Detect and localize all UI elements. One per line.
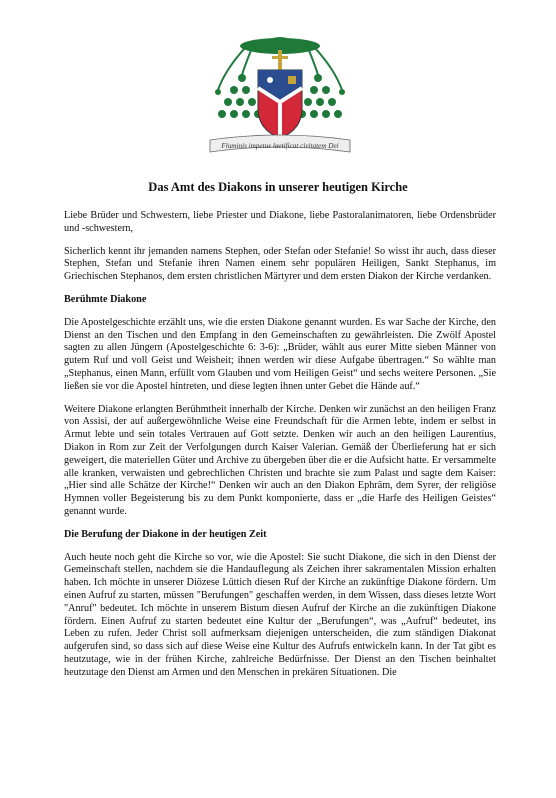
page-title: Das Amt des Diakons in unserer heutigen Kirche xyxy=(148,180,408,194)
coat-of-arms-icon xyxy=(190,30,370,160)
section-heading: Die Berufung der Diakone in der heutigen Zeit xyxy=(64,528,267,540)
intro-paragraph: Sicherlich kennt ihr jemanden namens Stephen, oder Stefan oder Stefanie! So wisst ihr auch, dass dieser Stephen, Stefan und Stefanie ihren Namen einem sehr populären Heiligen, Sankt Stephanus, im Griechischen Stephanos, dem ersten christlichen Märtyrer und dem ersten Diakon der Kirche verdanken. xyxy=(64,245,496,283)
motto-text: Fluminis impetus laetificat civitatem Dei xyxy=(221,142,339,150)
body-paragraph: Weitere Diakone erlangten Berühmtheit innerhalb der Kirche. Denken wir zunächst an den heiligen Franz von Assisi, der auf außergewöhnliche Weise eine Freundschaft für die Armen lebte, indem er selbst in Armut lebte und sein totales Vertrauen auf Gott setzte. Denken wir auch an den heiligen Laurentius, Diakon in Rom zur Zeit der Verfolgungen durch Kaiser Valerian. Gemäß der Überlieferung hat er sich geweigert, die materiellen Güter und Archive zu übergeben über die er die Aufsicht hatte. Er versammelte alle kranken, verwaisten und gebrechlichen Christen und brachte sie zum Palast und sagte dem Kaiser: „Hier sind alle Schätze der Kirche!“ Denken wir auch an den Diakon Ephräm, dem Syrer, der religiöse Hymnen voller Begeisterung bis zu dem Punkt komponierte, dass er „die Harfe des Heiligen Geistes“ genannt wurde. xyxy=(64,403,496,517)
section-heading: Berühmte Diakone xyxy=(64,293,147,305)
document-body xyxy=(64,210,496,690)
body-paragraph: Auch heute noch geht die Kirche so vor, wie die Apostel: Sie sucht Diakone, die sich in den Dienst der Gemeinschaft stellen, nachdem sie die Handauflegung als Zeichen ihrer sakramentalen Mission erhalten haben. Ich möchte in unserer Diözese Lüttich diesen Ruf der Kirche an zukünftige Diakone fördern. Um einen Aufruf zu starten, müssen "Berufungen" geschaffen werden, in dem Wissen, dass dieses letzte Wort "Anruf" bedeutet. Ich möchte in unserem Bistum diesen Aufruf der Kirche an die zukünftigen Diakone fördern. Einen Aufruf zu starten bedeutet eine Kultur der „Berufungen“, was „Aufruf“ bedeutet, ins Leben zu rufen. Jeder Christ soll aufmerksam diejenigen unterscheiden, die zum ständigen Diakonat aufgerufen sind, so dass sich auf diese Weise eine Kultur des Aufrufs entwickeln kann. In der Tat gibt es heutzutage, wie in der frühen Kirche, zahlreiche Bedürfnisse. Der Dienst an den Tischen beinhaltet heutzutage den Dienst am Armen und den Menschen in prekären Situationen. Die xyxy=(64,551,496,678)
body-paragraph: Die Apostelgeschichte erzählt uns, wie die ersten Diakone genannt wurden. Es war Sache der Kirche, den Dienst an den Tischen und den Empfang in den Gemeinschaften zu gewährleisten. Die Zwölf Apostel sagten zu allen Jüngern (Apostelgeschichte 6: 3-6): „Brüder, wählt aus eurer Mitte sieben Männer von gutem Ruf und voll Geist und Weisheit; ihnen werden wir diese Aufgabe übertragen.“ So wählte man „Stephanus, einen Mann, erfüllt vom Glauben und vom Heiligen Geist“ und sechs weitere Personen. „Sie ließen sie vor die Apostel hintreten, und diese legten ihnen unter Gebet die Hände auf.“ xyxy=(64,316,496,392)
greeting-paragraph: Liebe Brüder und Schwestern, liebe Priester und Diakone, liebe Pastoralanimatoren, liebe Ordensbrüder und -schwestern, xyxy=(64,210,496,234)
